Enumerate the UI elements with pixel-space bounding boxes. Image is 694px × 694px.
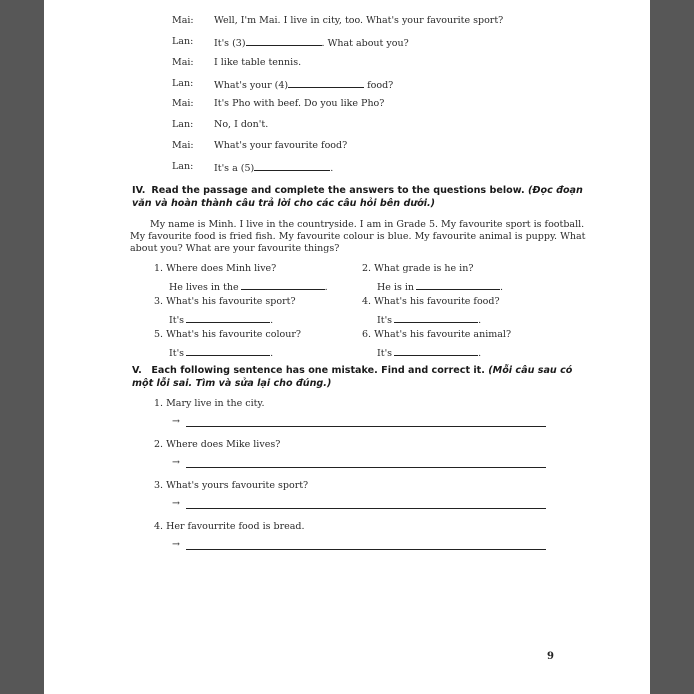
question: 3. What's his favourite sport?: [154, 296, 296, 307]
section-v-heading: [132, 364, 592, 390]
utterance-pre: It's (3): [214, 38, 246, 49]
answer-prefix: He is in: [377, 282, 415, 293]
utterance: [214, 36, 409, 49]
answer-line: It's .: [169, 348, 274, 359]
utterance: I like table tennis.: [214, 57, 302, 68]
section-number: V.: [132, 365, 142, 376]
speaker: Mai:: [172, 140, 194, 151]
answer-line: It's .: [169, 315, 274, 326]
answer-line: He lives in the .: [169, 282, 328, 293]
arrow-icon: →: [172, 539, 180, 550]
utterance: It's Pho with beef. Do you like Pho?: [214, 98, 385, 109]
utterance: Well, I'm Mai. I live in city, too. What's your favourite sport?: [214, 15, 504, 26]
answer-line: He is in .: [377, 282, 504, 293]
reading-passage: My name is Minh. I live in the countryside. I am in Grade 5. My favourite sport is football. My favourite food is fried fish. My favourite colour is blue. My favourite animal is puppy. What about you? What are your favourite things?: [130, 219, 586, 254]
question: 4. What's his favourite food?: [362, 296, 500, 307]
right-margin: [650, 0, 694, 694]
speaker: Mai:: [172, 57, 194, 68]
section-translation: (Mỗi câu sau có một lỗi sai. Tìm và sửa lại cho đúng.): [132, 365, 573, 389]
answer-line: It's .: [377, 348, 482, 359]
speaker: Lan:: [172, 161, 194, 172]
answer-prefix: It's: [377, 315, 393, 326]
speaker: Mai:: [172, 15, 194, 26]
correction-line[interactable]: [186, 467, 546, 468]
error-sentence: 2. Where does Mike lives?: [154, 439, 281, 450]
speaker: Lan:: [172, 78, 194, 89]
worksheet-page: [44, 0, 650, 694]
answer-blank[interactable]: [186, 313, 270, 323]
answer-prefix: He lives in the: [169, 282, 239, 293]
utterance: [214, 78, 393, 91]
answer-blank[interactable]: [416, 280, 500, 290]
answer-blank[interactable]: [246, 36, 322, 46]
error-sentence: 4. Her favourrite food is bread.: [154, 521, 305, 532]
arrow-icon: →: [172, 416, 180, 427]
utterance-post: food?: [364, 80, 394, 91]
answer-prefix: It's: [169, 348, 185, 359]
utterance-pre: What's your (4): [214, 80, 289, 91]
left-margin: [0, 0, 44, 694]
utterance-pre: It's a (5): [214, 163, 255, 174]
section-iv-heading: [132, 184, 592, 210]
answer-blank[interactable]: [241, 280, 325, 290]
utterance-post: . What about you?: [321, 38, 409, 49]
question: 1. Where does Minh live?: [154, 263, 277, 274]
correction-line[interactable]: [186, 426, 546, 427]
answer-blank[interactable]: [288, 78, 364, 88]
utterance: [214, 161, 333, 174]
answer-blank[interactable]: [394, 346, 478, 356]
error-sentence: 1. Mary live in the city.: [154, 398, 265, 409]
page-number: 9: [547, 651, 554, 662]
speaker: Lan:: [172, 36, 194, 47]
section-number: IV.: [132, 185, 146, 196]
speaker: Mai:: [172, 98, 194, 109]
utterance: No, I don't.: [214, 119, 269, 130]
question: 5. What's his favourite colour?: [154, 329, 301, 340]
answer-line: It's .: [377, 315, 482, 326]
section-title: Read the passage and complete the answers to the questions below.: [151, 185, 525, 196]
answer-blank[interactable]: [186, 346, 270, 356]
answer-prefix: It's: [169, 315, 185, 326]
question: 2. What grade is he in?: [362, 263, 474, 274]
question: 6. What's his favourite animal?: [362, 329, 512, 340]
answer-prefix: It's: [377, 348, 393, 359]
answer-blank[interactable]: [254, 161, 330, 171]
utterance-post: .: [330, 163, 334, 174]
utterance: What's your favourite food?: [214, 140, 348, 151]
arrow-icon: →: [172, 457, 180, 468]
answer-blank[interactable]: [394, 313, 478, 323]
arrow-icon: →: [172, 498, 180, 509]
error-sentence: 3. What's yours favourite sport?: [154, 480, 309, 491]
section-title: Each following sentence has one mistake. Find and correct it.: [151, 365, 485, 376]
speaker: Lan:: [172, 119, 194, 130]
section-translation: (Đọc đoạn văn và hoàn thành câu trả lời cho các câu hỏi bên dưới.): [132, 185, 583, 209]
correction-line[interactable]: [186, 508, 546, 509]
correction-line[interactable]: [186, 549, 546, 550]
